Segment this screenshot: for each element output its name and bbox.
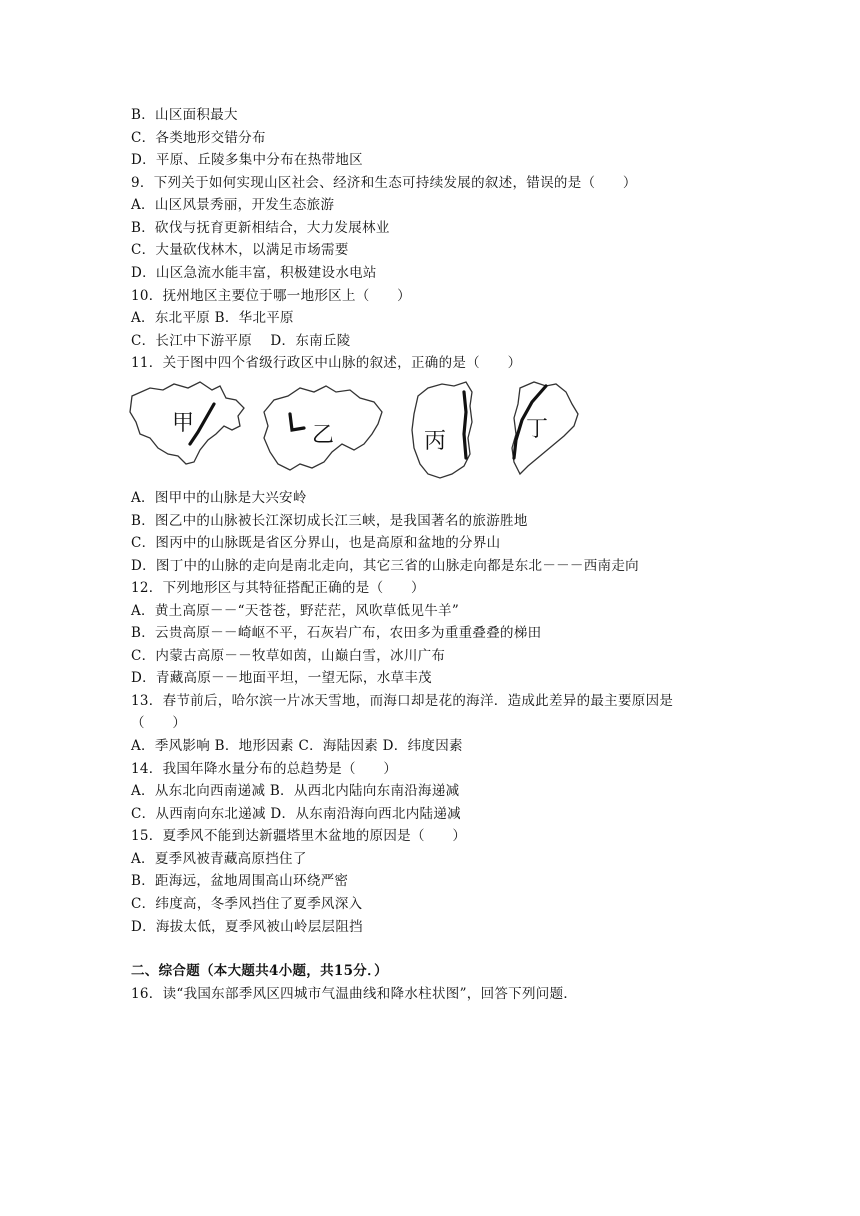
option-9d: D．山区急流水能丰富，积极建设水电站 [131, 265, 377, 281]
question-13-bracket: （ ） [131, 715, 187, 731]
option-8d: D．平原、丘陵多集中分布在热带地区 [131, 152, 363, 168]
question-14: 14．我国年降水量分布的总趋势是（ ） [131, 761, 398, 777]
option-11d: D．图丁中的山脉的走向是南北走向，其它三省的山脉走向都是东北－－－西南走向 [131, 558, 639, 574]
province-maps-figure [128, 378, 588, 482]
option-9b: B．砍伐与抚育更新相结合，大力发展林业 [131, 220, 390, 236]
option-15b: B．距海远，盆地周围高山环绕严密 [131, 873, 349, 889]
option-10ab: A．东北平原 B．华北平原 [131, 310, 294, 326]
question-11: 11．关于图中四个省级行政区中山脉的叙述，正确的是（ ） [131, 355, 522, 371]
option-12b: B．云贵高原－－崎岖不平，石灰岩广布，农田多为重重叠叠的梯田 [131, 625, 542, 641]
question-10: 10．抚州地区主要位于哪一地形区上（ ） [131, 288, 411, 304]
option-15a: A．夏季风被青藏高原挡住了 [131, 851, 307, 867]
option-12a: A．黄土高原－－“天苍苍，野茫茫，风吹草低见牛羊” [131, 603, 460, 619]
map-bing-range [464, 392, 466, 458]
option-10cd: C．长江中下游平原 D．东南丘陵 [131, 333, 351, 349]
map-label-jia: 甲 [172, 411, 195, 436]
option-14cd: C．从西南向东北递减 D．从东南沿海向西北内陆递减 [131, 806, 461, 822]
option-11c: C．图丙中的山脉既是省区分界山，也是高原和盆地的分界山 [131, 535, 501, 551]
option-8c: C．各类地形交错分布 [131, 130, 266, 146]
option-9c: C．大量砍伐林木，以满足市场需要 [131, 242, 349, 258]
map-label-ding: 丁 [526, 417, 549, 442]
section-heading: 二、综合题（本大题共4小题，共15分．） [131, 963, 388, 979]
option-12d: D．青藏高原－－地面平坦，一望无际，水草丰茂 [131, 670, 432, 686]
question-15: 15．夏季风不能到达新疆塔里木盆地的原因是（ ） [131, 828, 467, 844]
question-9: 9．下列关于如何实现山区社会、经济和生态可持续发展的叙述，错误的是（ ） [131, 175, 637, 191]
option-12c: C．内蒙古高原－－牧草如茵，山巅白雪，冰川广布 [131, 648, 446, 664]
question-13: 13．春节前后，哈尔滨一片冰天雪地，而海口却是花的海洋．造成此差异的最主要原因是 [131, 693, 674, 709]
option-11b: B．图乙中的山脉被长江深切成长江三峡，是我国著名的旅游胜地 [131, 513, 528, 529]
option-8b: B．山区面积最大 [131, 107, 238, 123]
question-16: 16．读“我国东部季风区四城市气温曲线和降水柱状图”，回答下列问题． [131, 986, 578, 1002]
map-label-bing: 丙 [424, 429, 447, 454]
option-9a: A．山区风景秀丽，开发生态旅游 [131, 197, 335, 213]
option-13: A．季风影响 B．地形因素 C．海陆因素 D．纬度因素 [131, 738, 463, 754]
map-yi-range [290, 414, 304, 430]
option-15c: C．纬度高，冬季风挡住了夏季风深入 [131, 896, 363, 912]
option-14ab: A．从东北向西南递减 B．从西北内陆向东南沿海递减 [131, 783, 460, 799]
map-label-yi: 乙 [312, 423, 335, 448]
option-15d: D．海拔太低，夏季风被山岭层层阻挡 [131, 919, 363, 935]
option-11a: A．图甲中的山脉是大兴安岭 [131, 490, 307, 506]
province-maps-svg [128, 378, 588, 482]
question-12: 12．下列地形区与其特征搭配正确的是（ ） [131, 580, 425, 596]
